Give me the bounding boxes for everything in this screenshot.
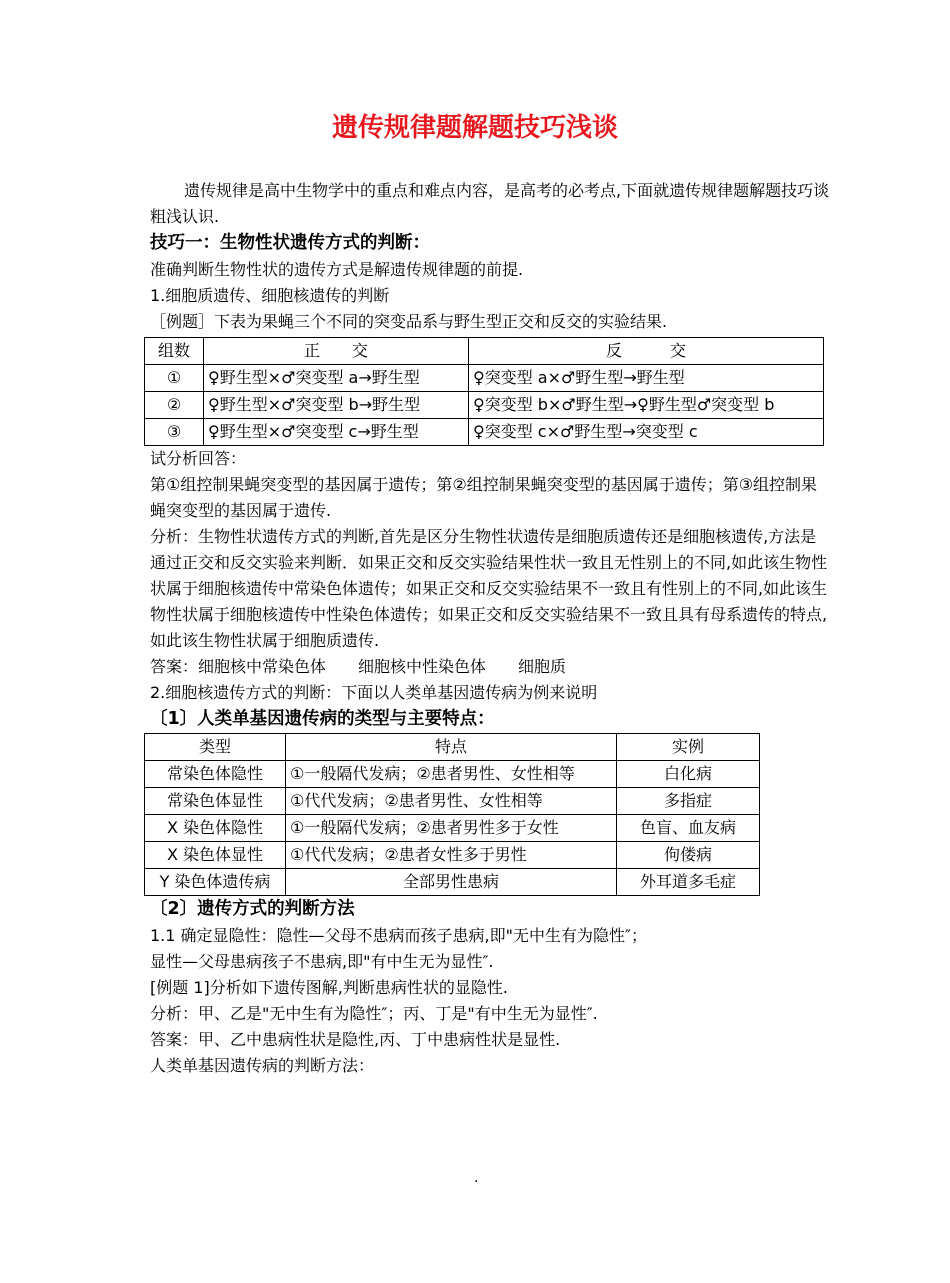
- skill1-heading: 技巧一：生物性状遗传方式的判断：: [150, 233, 430, 253]
- table-cell: ♀突变型 a×♂野生型→野生型: [469, 365, 824, 392]
- subsection1-heading: 〔1〕人类单基因遗传病的类型与主要特点：: [150, 709, 495, 729]
- table-cell: 佝偻病: [617, 842, 760, 869]
- table-cell: 常染色体隐性: [145, 761, 286, 788]
- table-cell: ♀野生型×♂突变型 a→野生型: [204, 365, 469, 392]
- table-cell: 色盲、血友病: [617, 815, 760, 842]
- table-header-row: [145, 338, 824, 365]
- answer2-line: 答案：甲、乙中患病性状是隐性,丙、丁中患病性状是显性.: [150, 1030, 561, 1049]
- table-cell: 白化病: [617, 761, 760, 788]
- table-row: [145, 815, 760, 842]
- table-row: [145, 869, 760, 896]
- cross-results-table: [144, 337, 824, 446]
- table-cell: ①一般隔代发病；②患者男性、女性相等: [286, 761, 617, 788]
- table-row: [145, 392, 824, 419]
- rule-recessive: 1.1 确定显隐性：隐性—父母不患病而孩子患病,即"无中生有为隐性″；: [150, 926, 647, 945]
- document-title: 遗传规律题解题技巧浅谈: [331, 113, 618, 143]
- table-header-cell: 组数: [145, 338, 204, 365]
- skill1-lead: 准确判断生物性状的遗传方式是解遗传规律题的前提.: [150, 260, 524, 279]
- table-header-cell: 实例: [617, 734, 760, 761]
- table-cell: ♀野生型×♂突变型 c→野生型: [204, 419, 469, 446]
- table-header-cell: 反 交: [469, 338, 824, 365]
- rule-dominant: 显性—父母患病孩子不患病,即"有中生无为显性″.: [150, 952, 494, 971]
- page-footer-mark: .: [474, 1170, 479, 1186]
- example-intro: ［例题］下表为果蝇三个不同的突变品系与野生型正交和反交的实验结果.: [150, 312, 668, 331]
- section1-title: 1.细胞质遗传、细胞核遗传的判断: [150, 286, 390, 305]
- subsection2-heading: 〔2〕遗传方式的判断方法: [150, 899, 355, 919]
- table-row: [145, 365, 824, 392]
- table-header-cell: 特点: [286, 734, 617, 761]
- table-cell: X 染色体显性: [145, 842, 286, 869]
- document-body: [150, 178, 830, 1079]
- table-cell: ♀野生型×♂突变型 b→野生型: [204, 392, 469, 419]
- example2-intro: [例题 1]分析如下遗传图解,判断患病性状的显隐性.: [150, 978, 508, 997]
- table-header-row: [145, 734, 760, 761]
- table-cell: ♀突变型 c×♂野生型→突变型 c: [469, 419, 824, 446]
- table-cell: 常染色体显性: [145, 788, 286, 815]
- method-lead: 人类单基因遗传病的判断方法：: [150, 1056, 375, 1075]
- table-row: [145, 761, 760, 788]
- table-cell: 全部男性患病: [286, 869, 617, 896]
- question-prompt: 试分析回答：: [150, 449, 247, 468]
- table-cell: ①: [145, 365, 204, 392]
- question-text: 第①组控制果蝇突变型的基因属于遗传；第②组控制果蝇突变型的基因属于遗传；第③组控制果蝇突变型的基因属于遗传.: [150, 475, 818, 520]
- table-cell: 外耳道多毛症: [617, 869, 760, 896]
- genetic-disease-table: [144, 733, 760, 896]
- table-row: [145, 419, 824, 446]
- table-header-cell: 正 交: [204, 338, 469, 365]
- table-cell: X 染色体隐性: [145, 815, 286, 842]
- table-cell: ①代代发病；②患者女性多于男性: [286, 842, 617, 869]
- answer-line: 答案：细胞核中常染色体 细胞核中性染色体 细胞质: [150, 657, 567, 676]
- analysis2-line: 分析：甲、乙是"无中生有为隐性″；丙、丁是"有中生无为显性″.: [150, 1004, 598, 1023]
- table-cell: ①代代发病；②患者男性、女性相等: [286, 788, 617, 815]
- intro-paragraph: 遗传规律是高中生物学中的重点和难点内容，是高考的必考点,下面就遗传规律题解题技巧谈粗浅认识.: [150, 181, 830, 226]
- table-cell: ♀突变型 b×♂野生型→♀野生型♂突变型 b: [469, 392, 824, 419]
- table-cell: Y 染色体遗传病: [145, 869, 286, 896]
- table-row: [145, 842, 760, 869]
- table-header-cell: 类型: [145, 734, 286, 761]
- analysis-paragraph: 分析：生物性状遗传方式的判断,首先是区分生物性状遗传是细胞质遗传还是细胞核遗传,方法是通过正交和反交实验来判断．如果正交和反交实验结果性状一致且无性别上的不同,如此该生物性状属于细胞核遗传中常染色体遗传；如果正交和反交实验结果不一致且有性别上的不同,如此该生物性状属于细胞核遗传中性染色体遗传；如果正交和反交实验结果不一致且具有母系遗传的特点,如此该生物性状属于细胞质遗传.: [150, 527, 828, 650]
- section2-title: 2.细胞核遗传方式的判断：下面以人类单基因遗传病为例来说明: [150, 683, 598, 702]
- table-cell: 多指症: [617, 788, 760, 815]
- table-cell: ②: [145, 392, 204, 419]
- table-cell: ③: [145, 419, 204, 446]
- table-cell: ①一般隔代发病；②患者男性多于女性: [286, 815, 617, 842]
- table-row: [145, 788, 760, 815]
